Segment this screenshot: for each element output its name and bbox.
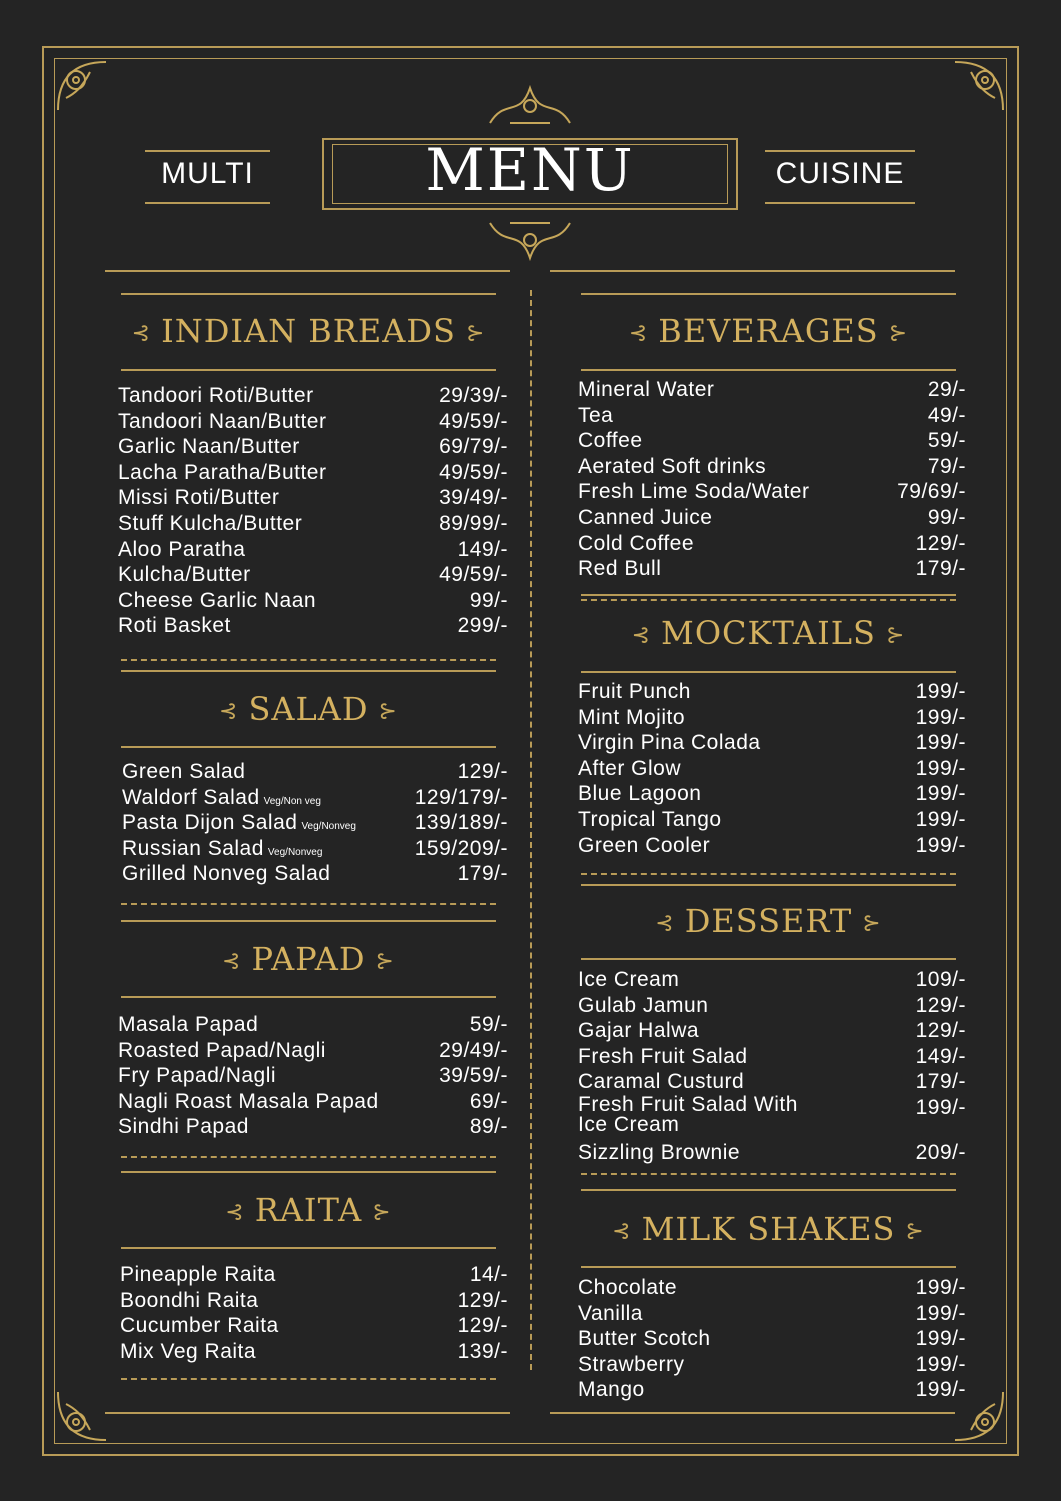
flourish-icon: ⊱ bbox=[378, 699, 398, 724]
item-name bbox=[120, 1313, 279, 1339]
item-name-text: Boondhi Raita bbox=[120, 1288, 259, 1312]
item-name-text: Caramal Custurd bbox=[578, 1070, 745, 1094]
section-title-milk-shakes: ⊰ MILK SHAKES ⊱ bbox=[612, 1210, 925, 1248]
item-price: 149/- bbox=[457, 537, 508, 561]
menu-item bbox=[118, 1089, 508, 1115]
item-price: 129/- bbox=[457, 1288, 508, 1312]
item-price: 139/- bbox=[457, 1339, 508, 1363]
item-name-text: Chocolate bbox=[578, 1276, 678, 1299]
header-rule-right bbox=[550, 270, 955, 272]
menu-item bbox=[578, 756, 966, 782]
item-name-text: Sizzling Brownie bbox=[578, 1140, 741, 1164]
item-name bbox=[118, 537, 245, 563]
item-price: 179/- bbox=[915, 1070, 966, 1094]
item-price: 199/- bbox=[915, 705, 966, 729]
item-name bbox=[578, 967, 679, 993]
item-name-text: Sindhi Papad bbox=[118, 1115, 249, 1139]
item-name bbox=[578, 1275, 677, 1301]
section-rule bbox=[581, 1189, 956, 1191]
menu-item bbox=[122, 785, 508, 811]
item-name-text: Butter Scotch bbox=[578, 1327, 711, 1351]
item-price: 59/- bbox=[469, 1013, 508, 1036]
item-name bbox=[120, 1339, 256, 1365]
menu-item bbox=[122, 836, 508, 862]
item-name-text: After Glow bbox=[578, 756, 682, 780]
item-name-text: Pasta Dijon Salad bbox=[122, 811, 298, 835]
section-divider-dashed bbox=[581, 599, 956, 601]
item-name bbox=[578, 428, 643, 454]
item-name bbox=[578, 807, 722, 833]
item-price: 29/39/- bbox=[439, 384, 508, 407]
item-name-text: Lacha Paratha/Butter bbox=[118, 460, 327, 484]
flourish-icon: ⊰ bbox=[219, 699, 239, 724]
item-price: 109/- bbox=[915, 968, 966, 991]
item-name bbox=[118, 383, 314, 409]
item-name bbox=[118, 1063, 276, 1089]
menu-item bbox=[120, 1262, 508, 1288]
menu-item bbox=[118, 409, 508, 435]
item-price: 199/- bbox=[915, 731, 966, 755]
item-name bbox=[578, 1301, 643, 1327]
item-name bbox=[578, 1044, 748, 1070]
menu-item bbox=[120, 1313, 508, 1339]
item-name-text: Virgin Pina Colada bbox=[578, 731, 761, 755]
menu-item bbox=[578, 1140, 966, 1166]
item-name-text: Fresh Lime Soda/Water bbox=[578, 480, 810, 504]
item-name-text: Roti Basket bbox=[118, 614, 231, 638]
menu-item bbox=[578, 531, 966, 557]
item-name bbox=[578, 705, 685, 731]
menu-item bbox=[578, 705, 966, 731]
item-price: 179/- bbox=[457, 862, 508, 886]
item-name-text: Red Bull bbox=[578, 557, 662, 581]
item-name-text: Tandoori Naan/Butter bbox=[118, 409, 327, 433]
menu-title: MENU bbox=[425, 136, 635, 204]
item-name-text: Cheese Garlic Naan bbox=[118, 588, 317, 612]
flourish-icon: ⊱ bbox=[888, 321, 909, 346]
menu-item bbox=[122, 861, 508, 887]
section-divider-dashed bbox=[121, 1378, 496, 1380]
item-price: 199/- bbox=[915, 833, 966, 857]
item-name-text: Russian Salad bbox=[122, 836, 264, 860]
item-price: 99/- bbox=[469, 588, 508, 612]
flourish-icon: ⊰ bbox=[225, 1200, 245, 1225]
item-price: 199/- bbox=[915, 782, 966, 806]
flourish-icon: ⊱ bbox=[375, 949, 395, 974]
section-divider-dashed bbox=[581, 873, 956, 875]
milk-shakes-list bbox=[578, 1275, 966, 1403]
item-name-text: Fruit Punch bbox=[578, 680, 691, 703]
section-title-dessert: ⊰ DESSERT ⊱ bbox=[655, 902, 882, 940]
item-name-text: Mix Veg Raita bbox=[120, 1339, 257, 1363]
item-name-text: Ice Cream bbox=[578, 968, 680, 991]
flourish-icon: ⊱ bbox=[905, 1219, 925, 1244]
item-name bbox=[578, 403, 613, 429]
menu-item bbox=[578, 454, 966, 480]
item-name bbox=[578, 679, 691, 705]
papad-list bbox=[118, 1012, 508, 1140]
beverages-list bbox=[578, 377, 966, 582]
item-name-text: Tandoori Roti/Butter bbox=[118, 384, 314, 407]
item-price: 199/- bbox=[915, 807, 966, 831]
item-name bbox=[118, 562, 251, 588]
top-flourish-ornament bbox=[480, 78, 580, 128]
item-name bbox=[578, 1326, 711, 1352]
section-title-beverages: ⊰ BEVERAGES ⊱ bbox=[628, 312, 909, 350]
item-price: 69/79/- bbox=[439, 435, 508, 459]
item-name bbox=[578, 1092, 798, 1136]
menu-item bbox=[578, 377, 966, 403]
item-name-text: Mint Mojito bbox=[578, 705, 686, 729]
column-divider bbox=[530, 290, 532, 1370]
item-name bbox=[578, 556, 661, 582]
flourish-icon: ⊰ bbox=[612, 1219, 632, 1244]
menu-item bbox=[118, 1038, 508, 1064]
item-name-text: Fresh Fruit Salad With bbox=[578, 1092, 798, 1116]
menu-item bbox=[118, 537, 508, 563]
item-name bbox=[578, 377, 714, 403]
item-name bbox=[120, 1288, 258, 1314]
section-rule bbox=[121, 1171, 496, 1173]
item-name bbox=[578, 479, 809, 505]
section-rule bbox=[581, 594, 956, 596]
salad-list bbox=[122, 759, 508, 887]
item-name bbox=[118, 485, 279, 511]
corner-ornament-top-right bbox=[951, 58, 1007, 114]
item-price: 149/- bbox=[915, 1044, 966, 1068]
item-name-text: Stuff Kulcha/Butter bbox=[118, 511, 303, 535]
item-name bbox=[118, 588, 316, 614]
item-name bbox=[578, 1069, 744, 1095]
item-name-text: Fresh Fruit Salad bbox=[578, 1044, 748, 1068]
section-rule bbox=[581, 884, 956, 886]
menu-item bbox=[578, 1275, 966, 1301]
item-price: 129/- bbox=[915, 993, 966, 1017]
menu-item bbox=[118, 588, 508, 614]
item-price: 49/59/- bbox=[439, 409, 508, 433]
item-name-text: Mango bbox=[578, 1378, 645, 1402]
item-name bbox=[118, 460, 326, 486]
item-name bbox=[578, 1377, 645, 1403]
menu-item bbox=[578, 1352, 966, 1378]
menu-item bbox=[118, 1012, 508, 1038]
raita-list bbox=[120, 1262, 508, 1364]
item-price: 59/- bbox=[927, 429, 966, 453]
section-rule bbox=[581, 369, 956, 371]
item-name bbox=[578, 1140, 740, 1166]
item-name bbox=[118, 409, 326, 435]
cuisine-label: CUISINE bbox=[775, 157, 905, 190]
flourish-icon: ⊰ bbox=[131, 321, 152, 346]
footer-rule-left bbox=[105, 1412, 510, 1414]
menu-item bbox=[578, 556, 966, 582]
section-rule bbox=[121, 920, 496, 922]
section-divider-dashed bbox=[121, 903, 496, 905]
item-name bbox=[578, 756, 681, 782]
item-name bbox=[122, 759, 245, 785]
menu-item bbox=[122, 810, 508, 836]
bottom-flourish-ornament bbox=[480, 218, 580, 268]
section-title-salad: ⊰ SALAD ⊱ bbox=[219, 690, 398, 728]
item-price: 69/- bbox=[469, 1089, 508, 1113]
item-name bbox=[118, 1012, 258, 1038]
item-name bbox=[118, 434, 300, 460]
menu-item bbox=[118, 1114, 508, 1140]
item-name bbox=[578, 1018, 699, 1044]
item-note: Veg/Non veg bbox=[263, 795, 321, 807]
item-price: 199/- bbox=[915, 680, 966, 703]
menu-item bbox=[578, 833, 966, 859]
item-price: 299/- bbox=[457, 614, 508, 638]
item-price: 139/189/- bbox=[414, 811, 508, 835]
item-name-text: Green Cooler bbox=[578, 833, 711, 857]
item-name bbox=[578, 781, 701, 807]
item-name bbox=[118, 1089, 379, 1115]
item-price: 89/- bbox=[469, 1115, 508, 1139]
item-name-text: Tropical Tango bbox=[578, 807, 722, 831]
item-name-text: Masala Papad bbox=[118, 1013, 259, 1036]
item-price: 199/- bbox=[915, 1352, 966, 1376]
menu-item bbox=[118, 613, 508, 639]
item-name-text: Vanilla bbox=[578, 1301, 643, 1325]
menu-item bbox=[118, 485, 508, 511]
item-price: 14/- bbox=[469, 1263, 508, 1286]
menu-item bbox=[118, 1063, 508, 1089]
menu-item bbox=[578, 730, 966, 756]
item-price: 129/- bbox=[457, 760, 508, 783]
item-name-text: Cucumber Raita bbox=[120, 1314, 279, 1338]
menu-item bbox=[578, 1326, 966, 1352]
item-name bbox=[122, 861, 330, 887]
menu-item bbox=[118, 511, 508, 537]
item-name-text: Kulcha/Butter bbox=[118, 563, 251, 587]
menu-item bbox=[578, 1069, 966, 1095]
section-title-indian-breads: ⊰ INDIAN BREADS ⊱ bbox=[131, 312, 486, 350]
menu-item bbox=[578, 428, 966, 454]
section-rule bbox=[121, 996, 496, 998]
menu-item bbox=[578, 1092, 966, 1140]
item-name-text: Fry Papad/Nagli bbox=[118, 1064, 277, 1088]
item-price: 209/- bbox=[915, 1140, 966, 1164]
menu-item bbox=[118, 460, 508, 486]
item-name bbox=[578, 531, 694, 557]
footer-rule-right bbox=[550, 1412, 955, 1414]
item-price: 129/179/- bbox=[414, 785, 508, 809]
flourish-icon: ⊱ bbox=[465, 321, 486, 346]
item-name-text: Garlic Naan/Butter bbox=[118, 435, 300, 459]
item-name bbox=[578, 730, 761, 756]
item-price: 129/- bbox=[915, 1019, 966, 1043]
section-divider-dashed bbox=[581, 1173, 956, 1175]
flourish-icon: ⊱ bbox=[862, 911, 882, 936]
item-name bbox=[578, 1352, 685, 1378]
item-name-text: Grilled Nonveg Salad bbox=[122, 862, 331, 886]
item-name bbox=[578, 833, 710, 859]
item-price: 29/- bbox=[927, 378, 966, 401]
item-name-text: Canned Juice bbox=[578, 505, 713, 529]
menu-item bbox=[578, 679, 966, 705]
item-price: 129/- bbox=[915, 531, 966, 555]
section-rule bbox=[121, 746, 496, 748]
menu-item bbox=[120, 1288, 508, 1314]
flourish-icon: ⊱ bbox=[372, 1200, 392, 1225]
menu-item bbox=[578, 403, 966, 429]
corner-ornament-top-left bbox=[54, 58, 110, 114]
item-name bbox=[120, 1262, 276, 1288]
menu-item bbox=[122, 759, 508, 785]
item-price: 199/- bbox=[915, 1378, 966, 1402]
item-name-text: Aloo Paratha bbox=[118, 537, 246, 561]
section-title-mocktails: ⊰ MOCKTAILS ⊱ bbox=[631, 614, 906, 652]
menu-item bbox=[578, 993, 966, 1019]
flourish-icon: ⊰ bbox=[628, 321, 649, 346]
menu-item bbox=[578, 781, 966, 807]
menu-item bbox=[578, 1301, 966, 1327]
item-price: 129/- bbox=[457, 1314, 508, 1338]
dessert-list bbox=[578, 967, 966, 1166]
item-name bbox=[118, 1038, 326, 1064]
section-rule bbox=[121, 369, 496, 371]
section-rule bbox=[581, 671, 956, 673]
flourish-icon: ⊰ bbox=[222, 949, 242, 974]
menu-item bbox=[118, 383, 508, 409]
section-title-raita: ⊰ RAITA ⊱ bbox=[225, 1191, 392, 1229]
item-name-text-line2: Ice Cream bbox=[578, 1112, 680, 1136]
menu-item bbox=[578, 967, 966, 993]
menu-item bbox=[118, 434, 508, 460]
item-name-text: Pineapple Raita bbox=[120, 1263, 276, 1286]
item-name-text: Aerated Soft drinks bbox=[578, 454, 767, 478]
menu-item bbox=[578, 505, 966, 531]
item-price: 199/- bbox=[915, 1301, 966, 1325]
section-rule bbox=[581, 293, 956, 295]
item-name bbox=[578, 505, 712, 531]
item-name bbox=[578, 993, 708, 1019]
menu-item bbox=[578, 1018, 966, 1044]
item-name bbox=[118, 511, 302, 537]
section-rule bbox=[581, 1266, 956, 1268]
item-price: 39/49/- bbox=[439, 486, 508, 510]
menu-item bbox=[578, 1044, 966, 1070]
item-name bbox=[578, 454, 766, 480]
flourish-icon: ⊰ bbox=[655, 911, 675, 936]
section-divider-dashed bbox=[121, 1156, 496, 1158]
item-price: 79/69/- bbox=[897, 480, 966, 504]
item-name-text: Coffee bbox=[578, 429, 643, 453]
item-name-text: Gulab Jamun bbox=[578, 993, 709, 1017]
item-price: 89/99/- bbox=[439, 511, 508, 535]
menu-item bbox=[118, 562, 508, 588]
item-name-text: Missi Roti/Butter bbox=[118, 486, 280, 510]
item-note: Veg/Nonveg bbox=[267, 846, 323, 858]
item-name-text: Strawberry bbox=[578, 1352, 685, 1376]
menu-item bbox=[120, 1339, 508, 1365]
item-name bbox=[118, 1114, 249, 1140]
item-price: 49/- bbox=[927, 403, 966, 427]
item-name-text: Gajar Halwa bbox=[578, 1019, 700, 1043]
item-name-text: Waldorf Salad bbox=[122, 785, 260, 809]
item-name-text: Nagli Roast Masala Papad bbox=[118, 1089, 379, 1113]
section-rule bbox=[121, 1247, 496, 1249]
item-price: 199/- bbox=[915, 1276, 966, 1299]
menu-item bbox=[578, 479, 966, 505]
item-price: 199/- bbox=[915, 1095, 966, 1119]
menu-item bbox=[578, 1377, 966, 1403]
item-name-text: Mineral Water bbox=[578, 378, 715, 401]
item-name-text: Green Salad bbox=[122, 760, 246, 783]
item-name-text: Tea bbox=[578, 403, 614, 427]
item-price: 179/- bbox=[915, 557, 966, 581]
item-name-text: Roasted Papad/Nagli bbox=[118, 1038, 326, 1062]
section-rule bbox=[121, 670, 496, 672]
header-rule-left bbox=[105, 270, 510, 272]
section-divider-dashed bbox=[121, 659, 496, 661]
flourish-icon: ⊱ bbox=[885, 623, 906, 648]
item-name bbox=[118, 613, 231, 639]
menu-item bbox=[578, 807, 966, 833]
item-price: 199/- bbox=[915, 1327, 966, 1351]
indian-breads-list bbox=[118, 383, 508, 639]
item-note: Veg/Nonveg bbox=[301, 821, 356, 833]
item-price: 29/49/- bbox=[439, 1038, 508, 1062]
item-price: 79/- bbox=[927, 454, 966, 478]
item-price: 49/59/- bbox=[439, 460, 508, 484]
corner-ornament-bottom-left bbox=[54, 1388, 110, 1444]
flourish-icon: ⊰ bbox=[631, 623, 652, 648]
section-rule bbox=[121, 293, 496, 295]
section-rule bbox=[581, 958, 956, 960]
multi-label: MULTI bbox=[161, 157, 254, 190]
item-price: 99/- bbox=[927, 505, 966, 529]
item-price: 199/- bbox=[915, 756, 966, 780]
mocktails-list bbox=[578, 679, 966, 858]
item-name-text: Blue Lagoon bbox=[578, 782, 702, 806]
item-price: 49/59/- bbox=[439, 563, 508, 587]
section-title-papad: ⊰ PAPAD ⊱ bbox=[222, 940, 395, 978]
item-name-text: Cold Coffee bbox=[578, 531, 695, 555]
item-price: 159/209/- bbox=[414, 836, 508, 860]
item-price: 39/59/- bbox=[439, 1064, 508, 1088]
